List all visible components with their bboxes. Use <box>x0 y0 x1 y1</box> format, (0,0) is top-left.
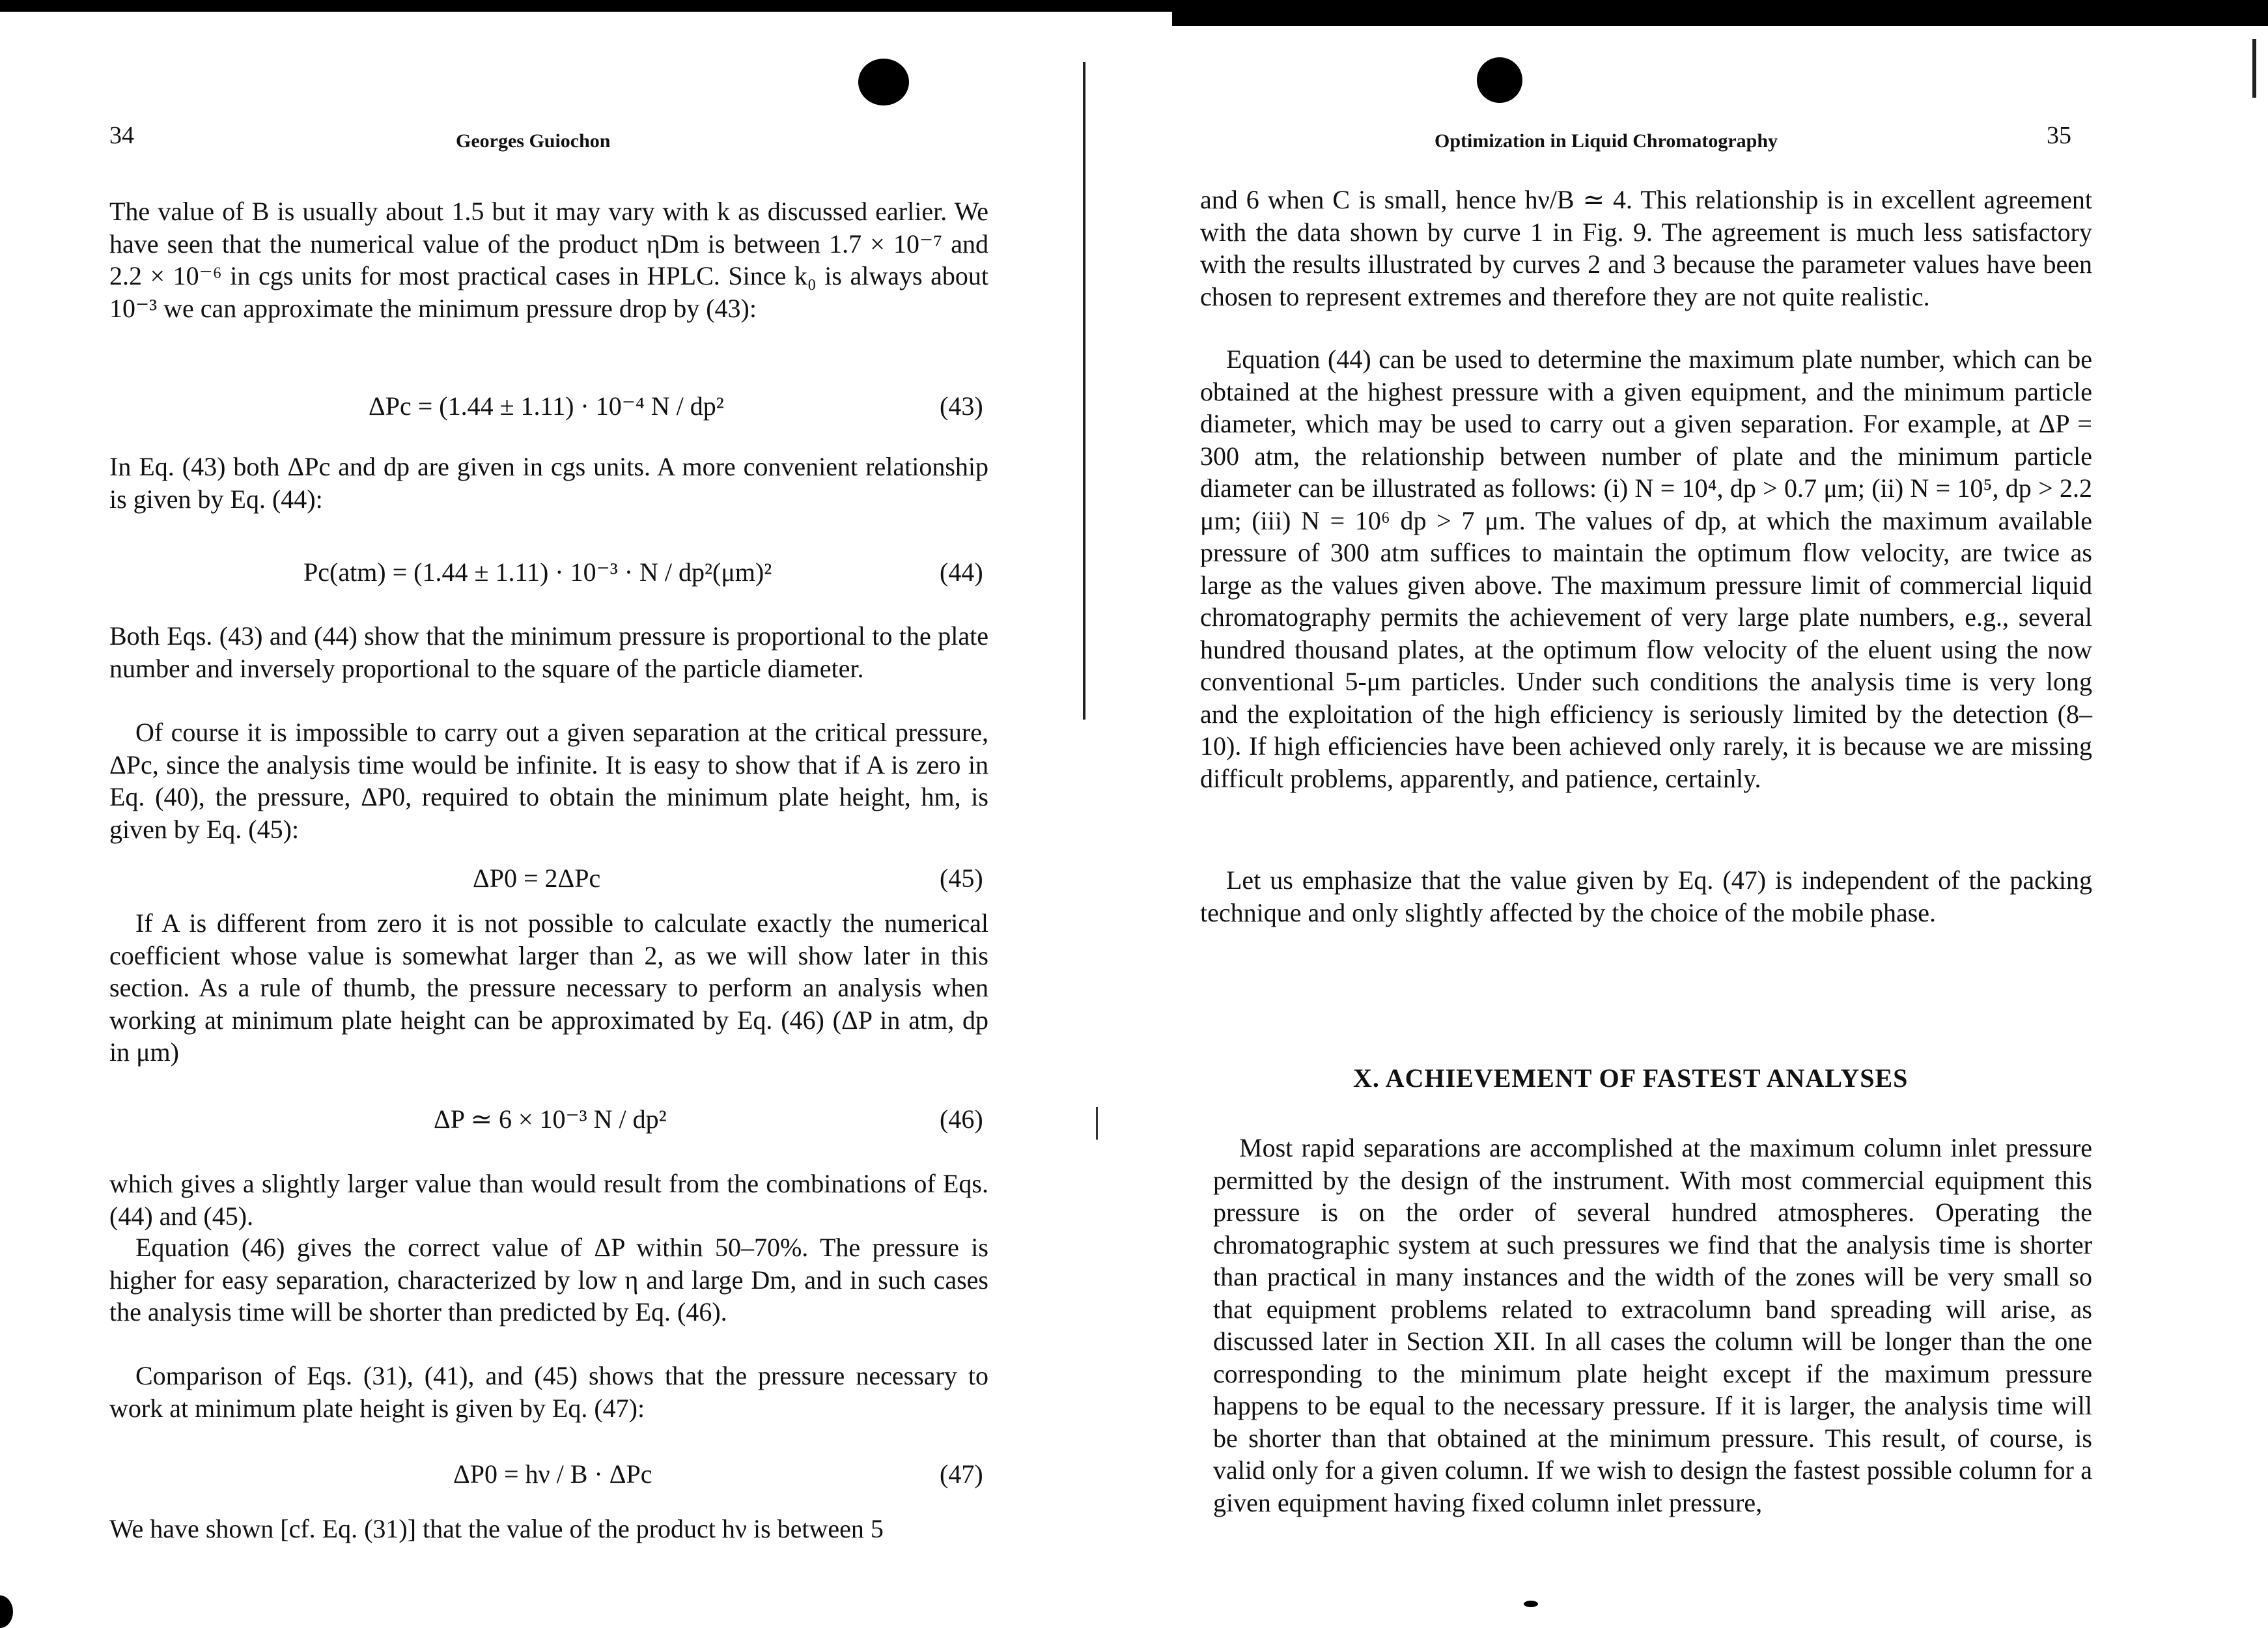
paragraph: Let us emphasize that the value given by Eq. (47) is independent of the packing technique and only slightly affected by the choice of the mobile phase. <box>1200 865 2092 927</box>
paragraph: We have shown [cf. Eq. (31)] that the value of the product hν is between 5 <box>109 1514 884 1543</box>
scan-edge-mark <box>2252 39 2256 98</box>
page-number: 34 <box>109 122 134 149</box>
scan-speck <box>1524 1601 1538 1607</box>
equation: ΔP ≃ 6 × 10⁻³ N / dp² <box>434 1104 667 1134</box>
binding-hole-right <box>1477 57 1522 103</box>
paragraph: and 6 when C is small, hence hν/B ≃ 4. This relationship is in excellent agreement with the data shown by curve 1 in Fig. 9. The agreement is much less satisfactory with the results illustrated by curves 2 and 3 because the parameter values have been chosen to represent extremes and therefore they are not quite realistic. <box>1200 185 2092 311</box>
paragraph: Equation (46) gives the correct value of ΔP within 50–70%. The pressure is higher for easy separation, characterized by low η and large Dm, and in such cases the analysis time will be shorter than predicted by Eq. (46). <box>109 1233 988 1326</box>
paragraph: In Eq. (43) both ΔPc and dp are given in cgs units. A more convenient relationship is given by Eq. (44): <box>109 452 988 514</box>
paragraph: If A is different from zero it is not possible to calculate exactly the numerical coefficient whose value is somewhat larger than 2, as we will show later in this section. As a rule of thumb, the pressure necessary to perform an analysis when working at minimum plate height can be approximated by Eq. (46) (ΔP in atm, dp in μm) <box>109 908 988 1067</box>
equation: Pc(atm) = (1.44 ± 1.11) · 10⁻³ · N / dp²(μm)² <box>303 557 772 587</box>
paragraph: Comparison of Eqs. (31), (41), and (45) shows that the pressure necessary to work at minimum plate height is given by Eq. (47): <box>109 1361 988 1423</box>
paragraph: which gives a slightly larger value than would result from the combinations of Eqs. (44) and (45). <box>109 1169 988 1231</box>
equation: ΔP0 = 2ΔPc <box>473 863 601 893</box>
equation-number: (46) <box>940 1104 983 1134</box>
binding-hole-left <box>858 59 909 105</box>
running-head: Georges Guiochon <box>456 130 611 152</box>
paragraph: Both Eqs. (43) and (44) show that the minimum pressure is proportional to the plate number and inversely proportional to the square of the particle diameter. <box>109 621 988 683</box>
equation: ΔPc = (1.44 ± 1.11) · 10⁻⁴ N / dp² <box>369 391 724 421</box>
scan-top-border <box>0 0 2268 12</box>
equation: ΔP0 = hν / B · ΔPc <box>453 1459 652 1489</box>
page-gutter <box>1083 62 1085 720</box>
page-number: 35 <box>2047 122 2071 149</box>
paragraph: The value of B is usually about 1.5 but it may vary with k as discussed earlier. We have seen that the numerical value of the product ηDm is between 1.7 × 10⁻⁷ and 2.2 × 10⁻⁶ in cgs units for most practical cases in HPLC. Since k₀ is always about 10⁻³ we can approximate the minimum pressure drop by (43): <box>109 197 988 323</box>
equation-number: (47) <box>940 1459 983 1489</box>
equation-number: (45) <box>940 863 983 893</box>
section-heading: X. ACHIEVEMENT OF FASTEST ANALYSES <box>1353 1063 1909 1093</box>
paragraph: Equation (44) can be used to determine the maximum plate number, which can be obtained at the highest pressure with a given equipment, and the minimum particle diameter, which may be used to carry out a given separation. For example, at ΔP = 300 atm, the relationship between number of plate and the minimum particle diameter can be illustrated as follows: (i) N = 10⁴, dp > 0.7 μm; (ii) N = 10⁵, dp > 2.2 μm; (iii) N = 10⁶ dp > 7 μm. The values of dp, at which the maximum available pressure of 300 atm suffices to maintain the optimum flow velocity, are twice as large as the values given above. The maximum pressure limit of commercial liquid chromatography permits the achievement of very large plate numbers, e.g., several hundred thousand plates, at the optimum flow velocity of the eluent using the now conventional 5-μm particles. Under such conditions the analysis time is very long and the exploitation of the high efficiency is seriously limited by the detection (8–10). If high efficiencies have been achieved only rarely, it is because we are missing difficult problems, apparently, and patience, certainly. <box>1200 344 2092 793</box>
paragraph: Most rapid separations are accomplished at the maximum column inlet pressure permitted by the design of the instrument. With most commercial equipment this pressure is on the order of several hundred atmospheres. Operating the chromatographic system at such pressures we find that the analysis time is shorter than practical in many instances and the width of the zones will be very small so that equipment problems related to extracolumn band spreading will arise, as discussed later in Section XII. In all cases the column will be longer than the one corresponding to the minimum plate height except if the maximum pressure happens to be equal to the necessary pressure. If it is larger, the analysis time will be shorter than that obtained at the minimum pressure. This result, of course, is valid only for a given column. If we wish to design the fastest possible column for a given equipment having fixed column inlet pressure, <box>1213 1133 2092 1517</box>
equation-number: (44) <box>940 557 983 587</box>
gutter-mark <box>1096 1107 1098 1140</box>
equation-number: (43) <box>940 391 983 421</box>
scan-corner <box>0 1595 13 1628</box>
running-head: Optimization in Liquid Chromatography <box>1435 130 1778 152</box>
paragraph: Of course it is impossible to carry out a given separation at the critical pressure, ΔPc, since the analysis time would be infinite. It is easy to show that if A is zero in Eq. (40), the pressure, ΔP0, required to obtain the minimum plate height, hm, is given by Eq. (45): <box>109 718 988 844</box>
scan-top-border-right <box>1172 12 2268 26</box>
